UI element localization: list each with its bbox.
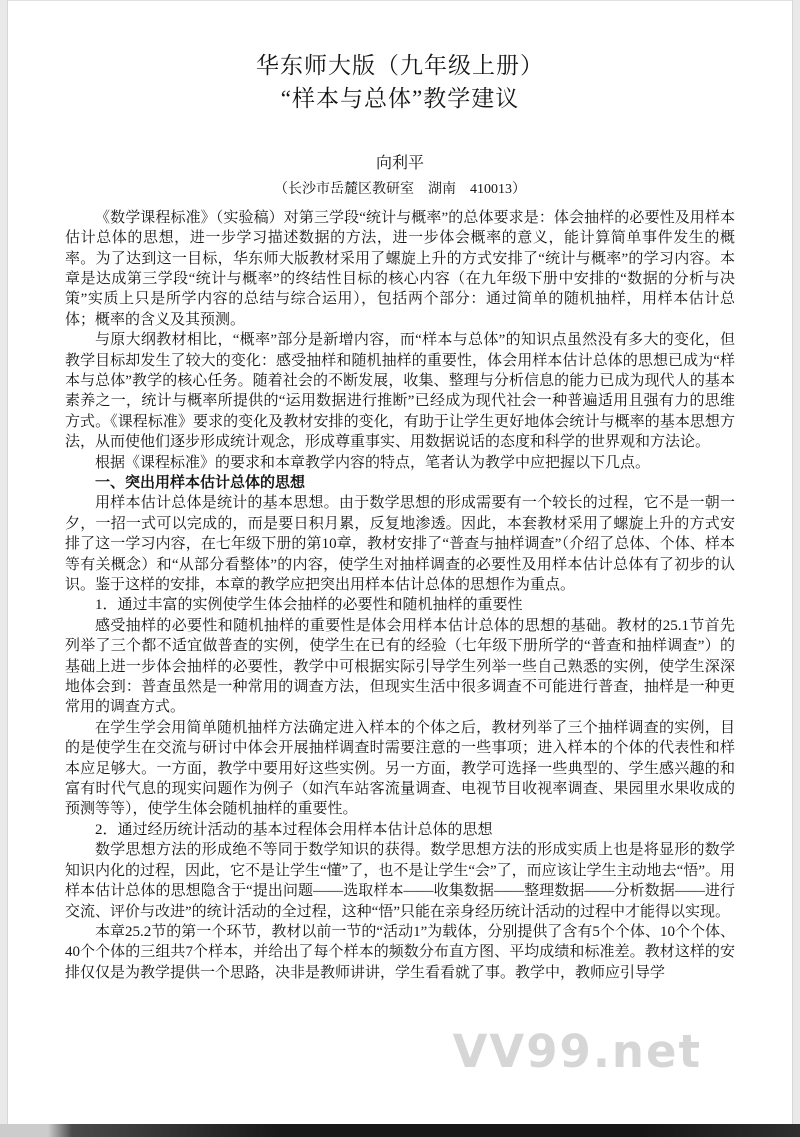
paragraph: 数学思想方法的形成绝不等同于数学知识的获得。数学思想方法的形成实质上也是将显形的数学知识内化的过程，因此，它不是让学生“懂”了，也不是让学生“会”了，而应该让学生主动地去“悟”。用样本估计总体的思想隐含于“提出问题——选取样本——收集数据——整理数据——分析数据——进行交流、评价与改进”的统计活动的全过程，这种“悟”只能在亲身经历统计活动的过程中才能得以实现。 (65, 842, 735, 920)
scan-bottom-edge (0, 1124, 800, 1137)
document-page (7, 0, 793, 1124)
paragraph: 在学生学会用简单随机抽样方法确定进入样本的个体之后，教材列举了三个抽样调查的实例，目的是使学生在交流与研讨中体会开展抽样调查时需要注意的一些事项；进入样本的个体的代表性和样本应足够大。一方面，教学中要用好这些实例。另一方面，教学可选择一些典型的、学生感兴趣的和富有时代气息的现实问题作为例子（如汽车站客流量调查、电视节目收视率调查、果园里水果收成的预测等等），使学生体会随机抽样的重要性。 (65, 719, 735, 818)
document-title-line2: “样本与总体”教学建议 (280, 86, 520, 112)
numbered-subheading: 2．通过经历统计活动的基本过程体会用样本估计总体的思想 (95, 821, 493, 838)
paragraph: 与原大纲教材相比，“概率”部分是新增内容，而“样本与总体”的知识点虽然没有多大的变化，但教学目标却发生了较大的变化：感受抽样和随机抽样的重要性，体会用样本估计总体的思想已成为“样本与总体”教学的核心任务。随着社会的不断发展，收集、整理与分析信息的能力已成为现代人的基本素养之一，统计与概率所提供的“运用数据进行推断”已经成为现代社会一种普遍适用且强有力的思维方式。《课程标准》要求的变化及教材安排的变化，有助于让学生更好地体会统计与概率的基本思想方法，从而使他们逐步形成统计观念，形成尊重事实、用数据说话的态度和科学的世界观和方法论。 (65, 332, 735, 451)
author-affiliation: （长沙市岳麓区教研室 湖南 410013） (274, 181, 526, 197)
paragraph: 《数学课程标准》（实验稿）对第三学段“统计与概率”的总体要求是：体会抽样的必要性及用样本估计总体的思想，进一步学习描述数据的方法，进一步体会概率的意义，能计算简单事件发生的概率。为了达到这一目标，华东师大版教材采用了螺旋上升的方式安排了“统计与概率”的学习内容。本章是达成第三学段“统计与概率”的终结性目标的核心内容（在九年级下册中安排的“数据的分析与决策”实质上只是所学内容的总结与综合运用），包括两个部分：通过简单的随机抽样，用样本估计总体；概率的含义及其预测。 (65, 209, 735, 328)
numbered-subheading: 1．通过丰富的实例使学生体会抽样的必要性和随机抽样的重要性 (95, 597, 523, 614)
document-content (65, 208, 735, 983)
paragraph: 用样本估计总体是统计的基本思想。由于数学思想的形成需要有一个较长的过程，它不是一朝一夕，一招一式可以完成的，而是要日积月累，反复地渗透。因此，本套教材采用了螺旋上升的方式安排了这一学习内容，在七年级下册的第10章，教材安排了“普查与抽样调查”（介绍了总体、个体、样本等有关概念）和“从部分看整体”的内容，使学生对抽样调查的必要性及用样本估计总体有了初步的认识。鉴于这样的安排，本章的教学应把突出用样本估计总体的思想作为重点。 (65, 495, 735, 593)
section-heading: 一、突出用样本估计总体的思想 (95, 474, 306, 491)
paragraph: 感受抽样的必要性和随机抽样的重要性是体会用样本估计总体的思想的基础。教材的25.1节首先列举了三个都不适宜做普查的实例，使学生在已有的经验（七年级下册所学的“普查和抽样调查”）的基础上进一步体会抽样的必要性，教学中可根据实际引导学生列举一些自己熟悉的实例，使学生深深地体会到：普查虽然是一种常用的调查方法，但现实生活中很多调查不可能进行普查，抽样是一种更常用的调查方式。 (65, 617, 735, 716)
paragraph: 根据《课程标准》的要求和本章教学内容的特点，笔者认为教学中应把握以下几点。 (95, 454, 651, 471)
watermark-text: VV99.net (452, 1025, 702, 1078)
paragraph: 本章25.2节的第一个环节，教材以前一节的“活动1”为载体，分别提供了含有5个个体、10个个体、40个个体的三组共7个样本，并给出了每个样本的频数分布直方图、平均成绩和标准差。教材这样的安排仅仅是为教学提供一个思路，决非是教师讲讲，学生看看就了事。教学中，教师应引导学 (65, 923, 735, 981)
document-title-line1: 华东师大版（九年级上册） (256, 53, 544, 78)
author-name: 向利平 (375, 154, 424, 172)
